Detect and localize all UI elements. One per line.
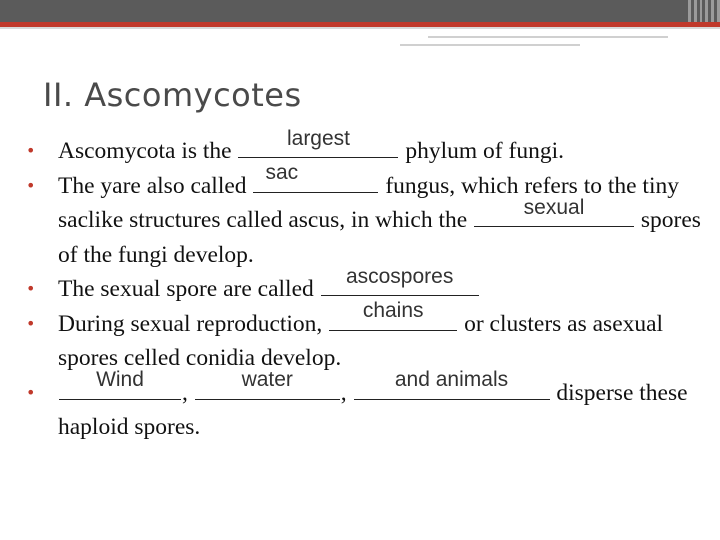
header-stripes — [688, 0, 720, 22]
answer-blank — [59, 368, 181, 400]
answer-text: sexual — [523, 195, 585, 219]
answer-blank — [354, 368, 550, 400]
answer-blank — [321, 264, 479, 296]
bullet-item — [26, 161, 706, 273]
answer-blank — [329, 299, 457, 331]
answer-text: • Wind — [96, 368, 144, 391]
bullet-text: The yare also called — [58, 172, 247, 199]
answer-blank — [195, 368, 340, 400]
slide-header-band — [0, 0, 720, 22]
bullet-text: , — [182, 379, 188, 406]
bullet-text: spores of the fungi develop. — [58, 207, 701, 268]
answer-blank — [253, 161, 378, 193]
deco-line — [400, 44, 580, 46]
answer-text: and animals — [394, 368, 509, 391]
answer-text: water — [241, 368, 293, 391]
bullet-text: disperse these haploid spores. — [58, 379, 688, 440]
answer-text: ascospores — [345, 264, 454, 288]
answer-blank — [474, 195, 634, 227]
bullet-text: The sexual spore are called — [58, 276, 314, 302]
answer-text: chains — [362, 299, 424, 322]
header-divider — [0, 27, 720, 29]
answer-text: largest — [286, 126, 350, 150]
bullet-text: During sexual reproduction, — [58, 310, 323, 337]
answer-blank — [238, 126, 398, 158]
bullet-text: phylum of fungi. — [405, 138, 564, 164]
answer-text: sac — [265, 161, 299, 184]
bullet-text: , — [340, 379, 347, 406]
slide-title: II. Ascomycotes — [43, 76, 302, 114]
bullet-text: Ascomycota is the — [58, 138, 232, 164]
deco-line — [428, 36, 668, 38]
bullet-list — [26, 126, 706, 445]
bullet-item — [26, 368, 706, 445]
bullet-text: or clusters as asexual spores celled conidia develop. — [58, 310, 664, 371]
header-dark-bar — [0, 0, 720, 22]
bullet-text: fungus, which refers to the tiny saclike structures called ascus, in which the — [58, 172, 679, 233]
